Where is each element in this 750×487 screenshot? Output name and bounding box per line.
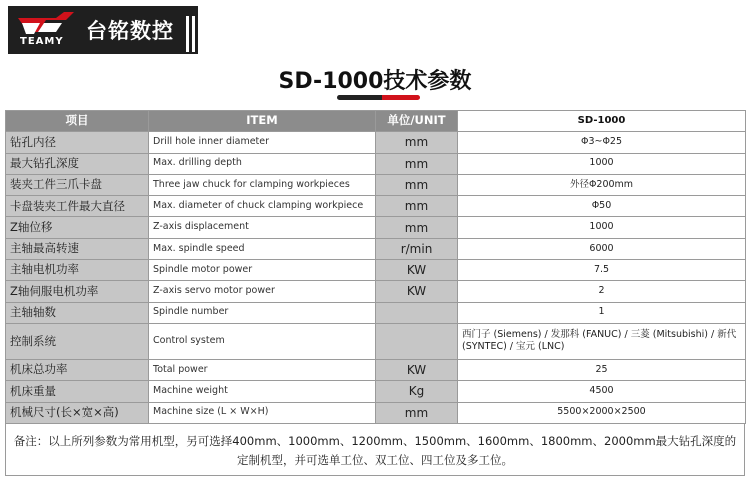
row-label-cn: 装夹工件三爪卡盘: [6, 174, 149, 195]
spec-table: [5, 110, 746, 424]
table-row: [6, 238, 746, 259]
row-label-en: Spindle motor power: [149, 260, 376, 281]
table-row: [6, 323, 746, 359]
row-value: 1000: [458, 153, 746, 174]
row-label-cn: 机械尺寸(长×宽×高): [6, 402, 149, 423]
table-row: [6, 174, 746, 195]
table-row: [6, 281, 746, 302]
row-unit: Kg: [376, 381, 458, 402]
row-label-cn: Z轴伺服电机功率: [6, 281, 149, 302]
row-label-cn: 控制系统: [6, 323, 149, 359]
table-row: [6, 302, 746, 323]
row-value: 1: [458, 302, 746, 323]
row-value: 7.5: [458, 260, 746, 281]
row-label-en: Max. diameter of chuck clamping workpiece: [149, 196, 376, 217]
brand-logo: [8, 6, 198, 54]
row-unit: mm: [376, 153, 458, 174]
row-value: 1000: [458, 217, 746, 238]
row-label-en: Total power: [149, 359, 376, 380]
row-label-cn: 钻孔内径: [6, 132, 149, 153]
row-label-en: Three jaw chuck for clamping workpieces: [149, 174, 376, 195]
table-row: [6, 359, 746, 380]
row-unit: KW: [376, 359, 458, 380]
row-label-en: Max. spindle speed: [149, 238, 376, 259]
table-header-row: [6, 111, 746, 132]
table-row: [6, 260, 746, 281]
row-label-cn: 主轴轴数: [6, 302, 149, 323]
table-row: [6, 381, 746, 402]
header-model: SD-1000: [458, 111, 746, 132]
row-label-en: Z-axis displacement: [149, 217, 376, 238]
row-unit: mm: [376, 402, 458, 423]
row-unit: [376, 323, 458, 359]
row-value: 西门子 (Siemens) / 发那科 (FANUC) / 三菱 (Mitsubishi) / 新代 (SYNTEC) / 宝元 (LNC): [458, 323, 746, 359]
table-row: [6, 196, 746, 217]
header-item-cn: 项目: [6, 111, 149, 132]
row-label-en: Machine size (L × W×H): [149, 402, 376, 423]
logo-subtext: TEAMY: [20, 36, 64, 47]
row-label-cn: 机床总功率: [6, 359, 149, 380]
row-label-en: Machine weight: [149, 381, 376, 402]
row-value: 外径Φ200mm: [458, 174, 746, 195]
row-unit: mm: [376, 174, 458, 195]
row-label-cn: 机床重量: [6, 381, 149, 402]
row-value: 5500×2000×2500: [458, 402, 746, 423]
page-title: SD-1000技术参数: [278, 69, 472, 94]
row-label-cn: 主轴最高转速: [6, 238, 149, 259]
table-row: [6, 132, 746, 153]
row-unit: mm: [376, 217, 458, 238]
row-label-en: Z-axis servo motor power: [149, 281, 376, 302]
table-row: [6, 217, 746, 238]
logo-text: 台铭数控: [86, 19, 174, 43]
header-item-en: ITEM: [149, 111, 376, 132]
row-value: 6000: [458, 238, 746, 259]
row-label-en: Drill hole inner diameter: [149, 132, 376, 153]
row-label-cn: 主轴电机功率: [6, 260, 149, 281]
row-label-en: Spindle number: [149, 302, 376, 323]
row-label-en: Max. drilling depth: [149, 153, 376, 174]
row-value: 25: [458, 359, 746, 380]
row-unit: r/min: [376, 238, 458, 259]
header-unit: 单位/UNIT: [376, 111, 458, 132]
row-label-en: Control system: [149, 323, 376, 359]
remark-note: 备注：以上所列参数为常用机型，另可选择400mm、1000mm、1200mm、1500mm、1600mm、1800mm、2000mm最大钻孔深度的定制机型，并可选单工位、双工位、四工位及多工位。: [5, 424, 745, 476]
row-unit: KW: [376, 281, 458, 302]
title-underline: [337, 95, 420, 100]
logo-divider-bars: [184, 16, 198, 52]
row-value: 2: [458, 281, 746, 302]
row-unit: mm: [376, 196, 458, 217]
teamy-logo-icon: [16, 10, 76, 50]
table-row: [6, 402, 746, 423]
row-value: 4500: [458, 381, 746, 402]
table-row: [6, 153, 746, 174]
row-label-cn: Z轴位移: [6, 217, 149, 238]
row-unit: KW: [376, 260, 458, 281]
row-label-cn: 最大钻孔深度: [6, 153, 149, 174]
row-label-cn: 卡盘装夹工件最大直径: [6, 196, 149, 217]
row-unit: mm: [376, 132, 458, 153]
row-value: Φ3~Φ25: [458, 132, 746, 153]
row-value: Φ50: [458, 196, 746, 217]
row-unit: [376, 302, 458, 323]
